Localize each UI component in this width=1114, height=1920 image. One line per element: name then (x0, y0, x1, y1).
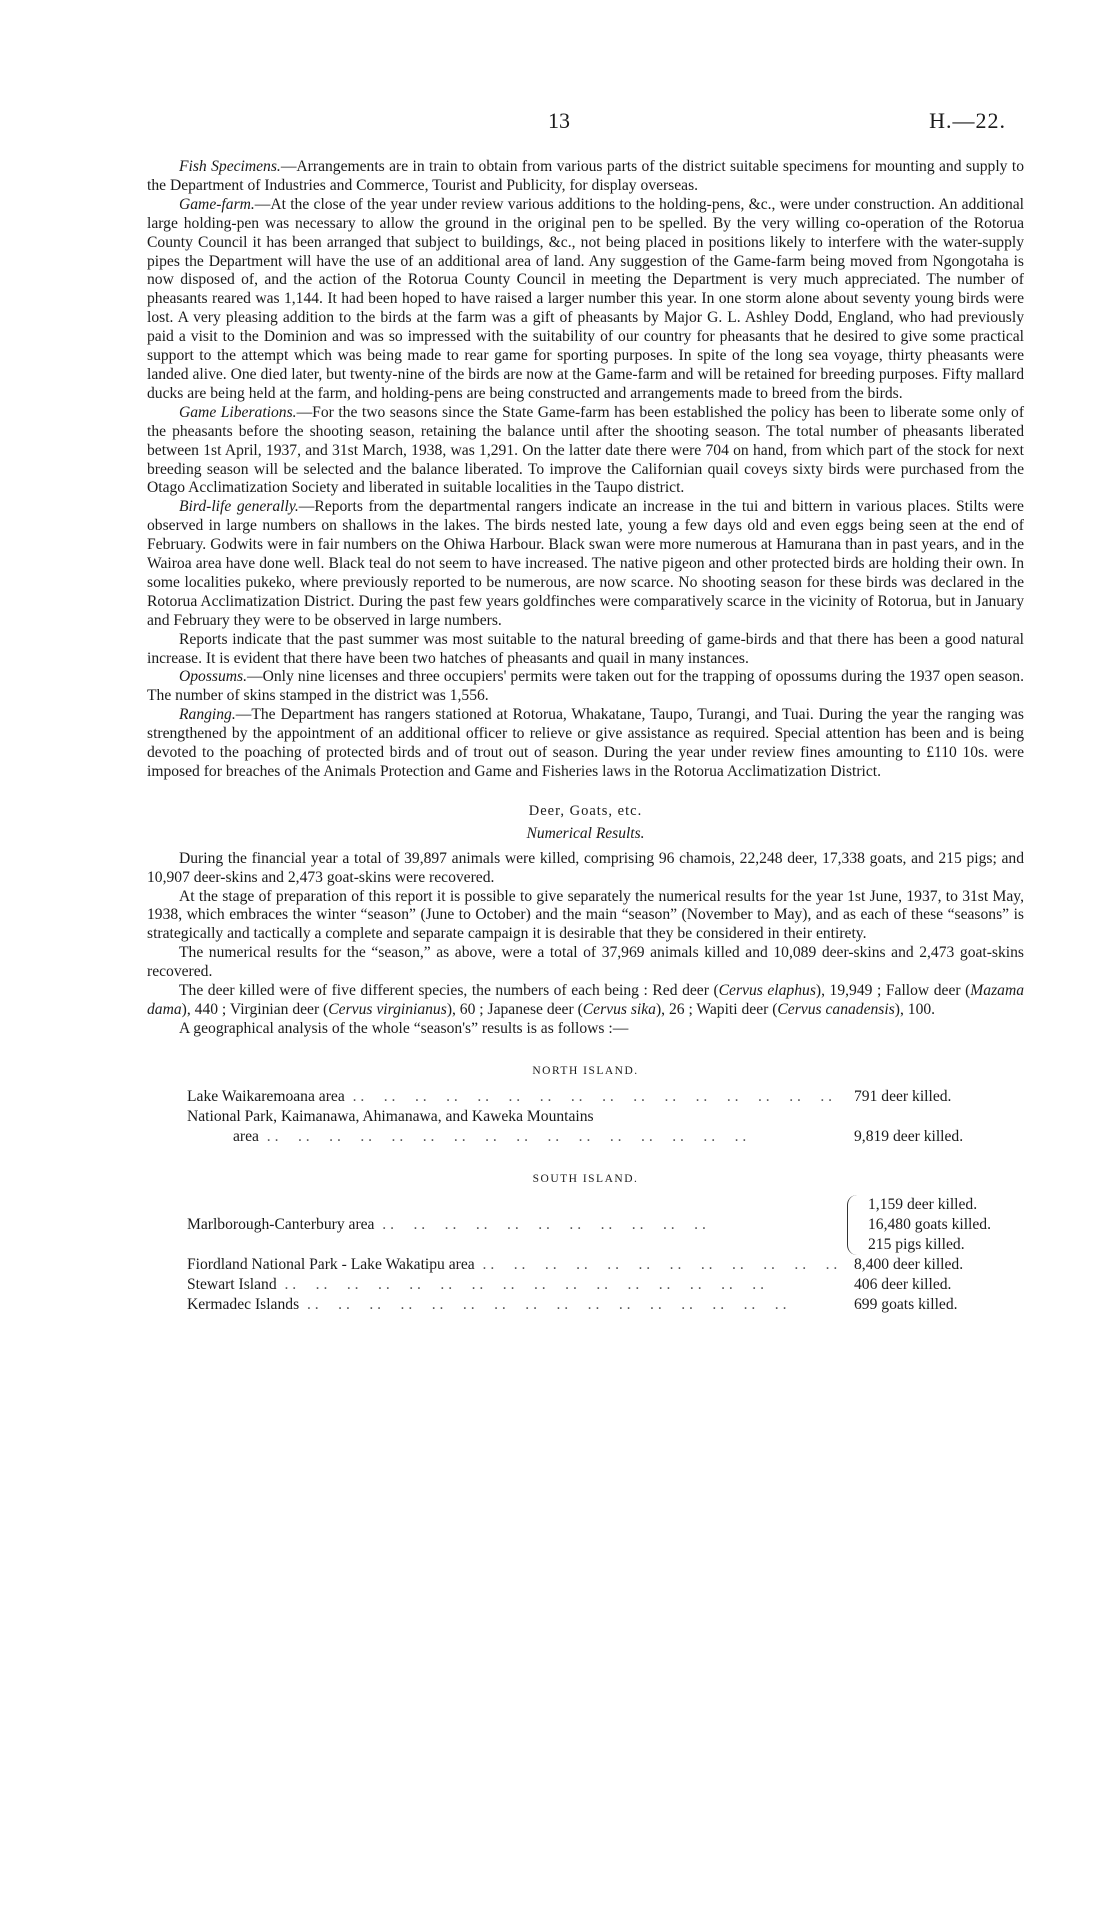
table-row (147, 1127, 1024, 1147)
table-row (147, 1087, 1024, 1107)
paragraph-label: Ranging. (179, 706, 236, 724)
paragraph-label: Game Liberations. (179, 403, 297, 421)
paragraph-fish-specimens (147, 158, 1024, 196)
page-number: 13 (548, 108, 570, 133)
area-label: Fiordland National Park - Lake Wakatipu area . . (147, 1255, 842, 1275)
paragraph-label: Fish Specimens. (179, 158, 281, 175)
scientific-name: Cervus canadensis (777, 1000, 895, 1018)
kill-result: 406 deer killed. (854, 1275, 952, 1293)
paragraph-breeding-reports (147, 631, 1024, 669)
paragraph-financial-year: During the financial year a total of 39,897 animals were killed, comprising 96 chamois, 22,248 deer, 17,338 goats, and 215 pigs; and 10,907 deer-skins and 2,473 goat-skins were recovered. (147, 849, 1024, 886)
kill-results (868, 1195, 1024, 1255)
paragraph-geographical-analysis: A geographical analysis of the whole “season's” results is as follows :— (179, 1019, 629, 1037)
scientific-name: Cervus sika (582, 1000, 656, 1018)
area-label: area . . (147, 1127, 842, 1147)
paragraph-preparation-stage: At the stage of preparation of this report it is possible to give separately the numerical results for the year 1st June, 1937, to 31st May, 1938, which embraces the winter “season” (June to October) and the main “season” (November to May), and as each of these “seasons” is strategically and tactically a complete and separate campaign it is desirable that they be considered in their entirety. (147, 887, 1024, 943)
section-subtitle: Numerical Results. (526, 824, 645, 842)
area-label: Marlborough-Canterbury area . . (147, 1215, 847, 1235)
page-header (0, 108, 1114, 138)
paragraph-text: —For the two seasons since the State Game-farm has been established the policy has been to liberate some only of the pheasants before the shooting season, retaining the balance until after the shooting season. The total number of pheasants liberated between 1st April, 1937, and 31st March, 1938, was 1,291. On the latter date there were 704 on hand, from which part of the stock for next breeding season will be selected and the balance liberated. To improve the Californian quail coveys sixty birds were purchased from the Otago Acclimatization Society and liberated in suitable localities in the Taupo district. (147, 403, 1025, 497)
area-label: Kermadec Islands . . (147, 1295, 842, 1315)
paragraph-species: The deer killed were of five different species, the numbers of each being : Red deer (Cervus elaphus), 19,949 ; Fallow deer (Mazama dama), 440 ; Virginian deer (Cervus virginianus), 60 ; Japanese deer (Cervus sika), 26 ; Wapiti deer (Cervus canadensis), 100. (147, 982, 1025, 1018)
table-row (147, 1275, 1024, 1295)
paragraph-opossums (147, 668, 1024, 706)
paragraph-label: Bird-life generally. (179, 498, 299, 516)
kill-result: 8,400 deer killed. (854, 1255, 964, 1273)
south-island-heading: SOUTH ISLAND. (532, 1172, 639, 1185)
paragraph-text: —At the close of the year under review various additions to the holding-pens, &c., were under construction. An additional large holding-pen was necessary to allow the ground in the original pen to be spelled. By the very willing co-operation of the Rotorua County Council it has been arranged that subject to buildings, &c., not being placed in positions likely to interfere with the water-supply pipes the Department will have the use of an additional area of land. Any suggestion of the Game-farm being moved from Ngongotaha is now disposed of, and the action of the Rotorua County Council in meeting the Department is very much appreciated. The number of pheasants reared was 1,144. It had been hoped to have raised a larger number this year. In one storm alone about seventy young birds were lost. A very pleasing addition to the birds at the farm was a gift of pheasants by Major G. L. Ashley Dodd, England, who had previously paid a visit to the Dominion and was so impressed with the suitability of our country for pheasants that he desired to give some practical support to the attempt which was being made to rear game for sporting purposes. In spite of the long sea voyage, thirty pheasants were landed alive. One died later, but twenty-nine of the birds are now at the Game-farm and will be retained for breeding purposes. Fifty mallard ducks are being held at the farm, and holding-pens are being constructed and arrangements made to breed from the birds. (147, 195, 1024, 402)
area-label: Lake Waikaremoana area . . (147, 1087, 842, 1107)
table-row-group (147, 1195, 1024, 1255)
scientific-name: Cervus virginianus (328, 1000, 447, 1018)
area-label: Stewart Island . . (147, 1275, 842, 1295)
paragraph-bird-life (147, 498, 1024, 630)
paragraph-text: Reports indicate that the past summer was most suitable to the natural breeding of game-birds and that there has been a good natural increase. It is evident that there have been two hatches of pheasants and quail in many instances. (147, 630, 1024, 667)
kill-result (842, 1107, 1024, 1127)
kill-result: 699 goats killed. (854, 1295, 958, 1313)
paragraph-season-results: The numerical results for the “season,” as above, were a total of 37,969 animals killed and 10,089 deer-skins and 2,473 goat-skins recovered. (147, 944, 1024, 981)
paragraph-text: —The Department has rangers stationed at Rotorua, Whakatane, Taupo, Turangi, and Tuai. During the year the ranging was strengthened by the appointment of an additional officer to relieve or give assistance as required. Special attention has been and is being devoted to the poaching of protected birds and of trout out of season. During the year under review fines amounting to £110 10s. were imposed for breaches of the Animals Protection and Game and Fisheries laws in the Rotorua Acclimatization District. (147, 706, 1024, 780)
paragraph-game-farm (147, 196, 1024, 404)
report-body (147, 158, 1024, 1315)
north-island-heading: NORTH ISLAND. (532, 1064, 639, 1077)
paragraph-ranging (147, 706, 1024, 782)
brace-icon (847, 1195, 862, 1255)
paragraph-label: Game-farm. (179, 195, 255, 213)
paragraph-label: Opossums. (179, 668, 248, 686)
scientific-name: Mazama dama (147, 982, 1025, 1018)
kill-result: 1,159 deer killed. (868, 1195, 978, 1213)
document-reference: H.—22. (929, 108, 1006, 133)
paragraph-text: —Reports from the departmental rangers indicate an increase in the tui and bittern in various places. Stilts were observed in large numbers on shallows in the lakes. The birds nested late, young a few days old and even eggs being seen at the end of February. Godwits were in fair numbers on the Ohiwa Harbour. Black swan were more numerous at Hamurana than in past years, and in the Wairoa area have done well. Black teal do not seem to have increased. The native pigeon and other protected birds are holding their own. In some localities pukeko, where previously reported to be numerous, are now scarce. No shooting season for these birds was declared in the Rotorua Acclimatization District. During the past few years goldfinches were comparatively scarce in the vicinity of Rotorua, but in January and February they were to be observed in large numbers. (147, 498, 1024, 629)
area-label: National Park, Kaimanawa, Ahimanawa, and Kaweka Mountains (187, 1107, 594, 1125)
paragraph-text: —Arrangements are in train to obtain from various parts of the district suitable specimens for mounting and supply to the Department of Industries and Commerce, Tourist and Publicity, for display overseas. (147, 158, 1024, 194)
south-island-table (147, 1169, 1024, 1315)
table-row (147, 1255, 1024, 1275)
table-row (147, 1295, 1024, 1315)
kill-result: 16,480 goats killed. (868, 1215, 992, 1233)
scientific-name: Cervus elaphus (718, 982, 816, 1000)
paragraph-text: —Only nine licenses and three occupiers' permits were taken out for the trapping of opossums during the 1937 open season. The number of skins stamped in the district was 1,556. (147, 668, 1024, 705)
north-island-table (147, 1061, 1024, 1147)
kill-result: 215 pigs killed. (868, 1235, 965, 1253)
paragraph-game-liberations (147, 404, 1024, 499)
kill-result: 791 deer killed. (854, 1087, 952, 1105)
section-title: Deer, Goats, etc. (528, 802, 643, 819)
table-row (147, 1107, 1024, 1127)
kill-result: 9,819 deer killed. (854, 1127, 964, 1145)
